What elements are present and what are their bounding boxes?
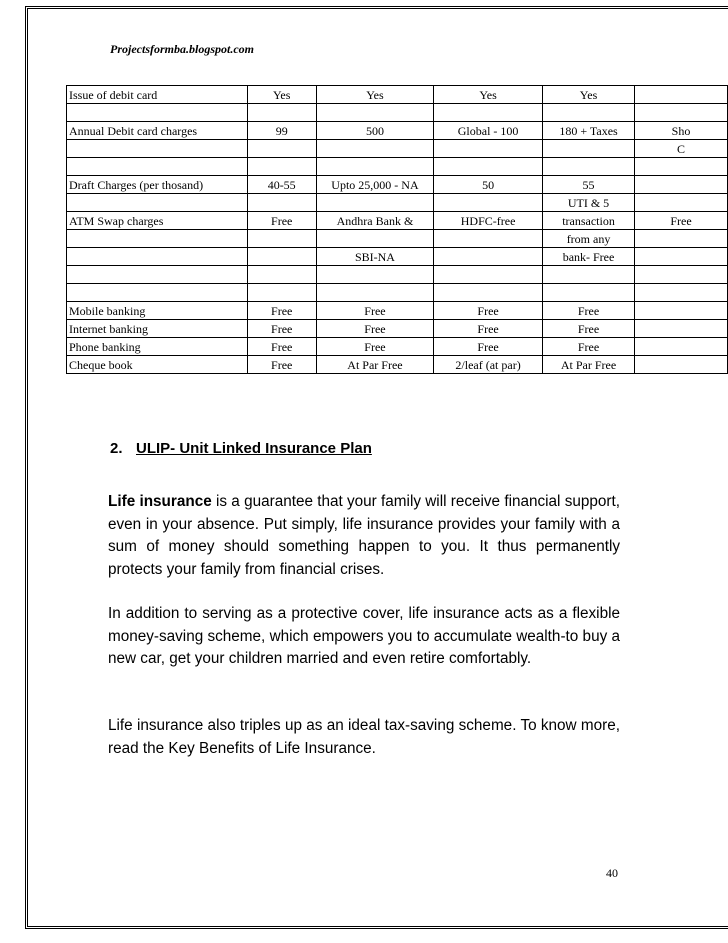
table-cell: [247, 104, 316, 122]
table-cell: Free: [434, 320, 543, 338]
table-cell: Free: [635, 212, 728, 230]
table-cell: Global - 100: [434, 122, 543, 140]
table-row: [67, 140, 728, 158]
table-cell: [543, 104, 635, 122]
table-cell: UTI & 5: [543, 194, 635, 212]
table-row: [67, 338, 728, 356]
table-cell: [635, 320, 728, 338]
table-cell: [316, 230, 433, 248]
table-row: [67, 212, 728, 230]
row-label-cell: [67, 230, 248, 248]
table-cell: [635, 266, 728, 284]
table-cell: [247, 140, 316, 158]
table-cell: [316, 284, 433, 302]
table-cell: Free: [316, 302, 433, 320]
table-cell: [316, 104, 433, 122]
table-row: [67, 302, 728, 320]
table-cell: Yes: [543, 86, 635, 104]
table-cell: transaction: [543, 212, 635, 230]
table-cell: 99: [247, 122, 316, 140]
table-cell: [635, 284, 728, 302]
table-cell: Free: [247, 302, 316, 320]
table-cell: [434, 284, 543, 302]
row-label-cell: Issue of debit card: [67, 86, 248, 104]
table-cell: [316, 194, 433, 212]
paragraph-protective-cover: In addition to serving as a protective cover, life insurance acts as a flexible money-saving scheme, which empowers you to accumulate wealth-to buy a new car, get your children married and even retire comfortably.: [108, 605, 620, 667]
table-cell: [434, 194, 543, 212]
row-label-cell: [67, 104, 248, 122]
table-cell: [434, 104, 543, 122]
table-cell: 2/leaf (at par): [434, 356, 543, 374]
table-cell: Sho: [635, 122, 728, 140]
table-cell: [316, 140, 433, 158]
table-cell: [635, 356, 728, 374]
table-cell: [635, 302, 728, 320]
table-cell: SBI-NA: [316, 248, 433, 266]
table-row: [67, 104, 728, 122]
table-cell: At Par Free: [543, 356, 635, 374]
bank-comparison-table: [66, 85, 728, 374]
row-label-cell: Phone banking: [67, 338, 248, 356]
table-cell: [543, 140, 635, 158]
table-cell: 40-55: [247, 176, 316, 194]
table-cell: HDFC-free: [434, 212, 543, 230]
site-header: Projectsformba.blogspot.com: [110, 42, 254, 56]
table-row: [67, 158, 728, 176]
table-cell: [247, 230, 316, 248]
table-cell: Free: [316, 320, 433, 338]
row-label-cell: [67, 194, 248, 212]
table-cell: Free: [543, 338, 635, 356]
table-cell: C: [635, 140, 728, 158]
table-cell: Andhra Bank &: [316, 212, 433, 230]
row-label-cell: Internet banking: [67, 320, 248, 338]
table-row: [67, 320, 728, 338]
row-label-cell: Draft Charges (per thosand): [67, 176, 248, 194]
bold-term: Life insurance: [108, 493, 212, 510]
table-cell: Free: [543, 302, 635, 320]
table-cell: [316, 158, 433, 176]
table-row: [67, 284, 728, 302]
row-label-cell: ATM Swap charges: [67, 212, 248, 230]
row-label-cell: [67, 248, 248, 266]
table-row: [67, 356, 728, 374]
table-cell: Free: [247, 212, 316, 230]
page-number: 40: [606, 866, 618, 880]
table-cell: Yes: [316, 86, 433, 104]
section-title: ULIP- Unit Linked Insurance Plan: [136, 440, 372, 457]
table-cell: Upto 25,000 - NA: [316, 176, 433, 194]
table-cell: Yes: [247, 86, 316, 104]
table-cell: [543, 284, 635, 302]
table-cell: [635, 86, 728, 104]
table-cell: [247, 248, 316, 266]
row-label-cell: [67, 284, 248, 302]
paragraph-text: is a guarantee that your family will receive financial support, even in your absence. Put simply, life insurance provides your family with a sum of money should something happen to you. It thus permanently protects your family from financial crises.: [108, 493, 620, 578]
table-row: [67, 122, 728, 140]
table-row: [67, 248, 728, 266]
table-cell: Free: [434, 302, 543, 320]
table-cell: [434, 230, 543, 248]
row-label-cell: [67, 158, 248, 176]
table-row: [67, 194, 728, 212]
table-cell: [635, 104, 728, 122]
table-row: [67, 86, 728, 104]
table-cell: [247, 194, 316, 212]
table-cell: Free: [434, 338, 543, 356]
table-row: [67, 230, 728, 248]
row-label-cell: Annual Debit card charges: [67, 122, 248, 140]
table-cell: [316, 266, 433, 284]
table-cell: from any: [543, 230, 635, 248]
table-cell: 55: [543, 176, 635, 194]
table-cell: [434, 140, 543, 158]
table-cell: [635, 230, 728, 248]
table-cell: Free: [247, 320, 316, 338]
table-cell: [434, 266, 543, 284]
table-cell: bank- Free: [543, 248, 635, 266]
table-cell: [434, 158, 543, 176]
paragraph-life-insurance: [108, 491, 620, 581]
table-cell: [543, 158, 635, 176]
table-cell: Free: [247, 338, 316, 356]
section-heading: [110, 440, 620, 457]
table-cell: [635, 176, 728, 194]
table-cell: [247, 158, 316, 176]
table-cell: [543, 266, 635, 284]
row-label-cell: Mobile banking: [67, 302, 248, 320]
table-cell: 180 + Taxes: [543, 122, 635, 140]
table-cell: [635, 158, 728, 176]
table-cell: [247, 266, 316, 284]
table-cell: [434, 248, 543, 266]
paragraph-tax-saving: Life insurance also triples up as an ideal tax-saving scheme. To know more, read the Key Benefits of Life Insurance.: [108, 717, 620, 757]
table-cell: [635, 338, 728, 356]
row-label-cell: [67, 140, 248, 158]
table-cell: 50: [434, 176, 543, 194]
table-row: [67, 176, 728, 194]
row-label-cell: [67, 266, 248, 284]
table-cell: Free: [316, 338, 433, 356]
row-label-cell: Cheque book: [67, 356, 248, 374]
table-cell: [635, 248, 728, 266]
table-row: [67, 266, 728, 284]
table-cell: [247, 284, 316, 302]
table-cell: Free: [543, 320, 635, 338]
table-cell: At Par Free: [316, 356, 433, 374]
section-number: 2.: [110, 440, 123, 457]
table-cell: Yes: [434, 86, 543, 104]
table-cell: 500: [316, 122, 433, 140]
table-cell: [635, 194, 728, 212]
table-cell: Free: [247, 356, 316, 374]
